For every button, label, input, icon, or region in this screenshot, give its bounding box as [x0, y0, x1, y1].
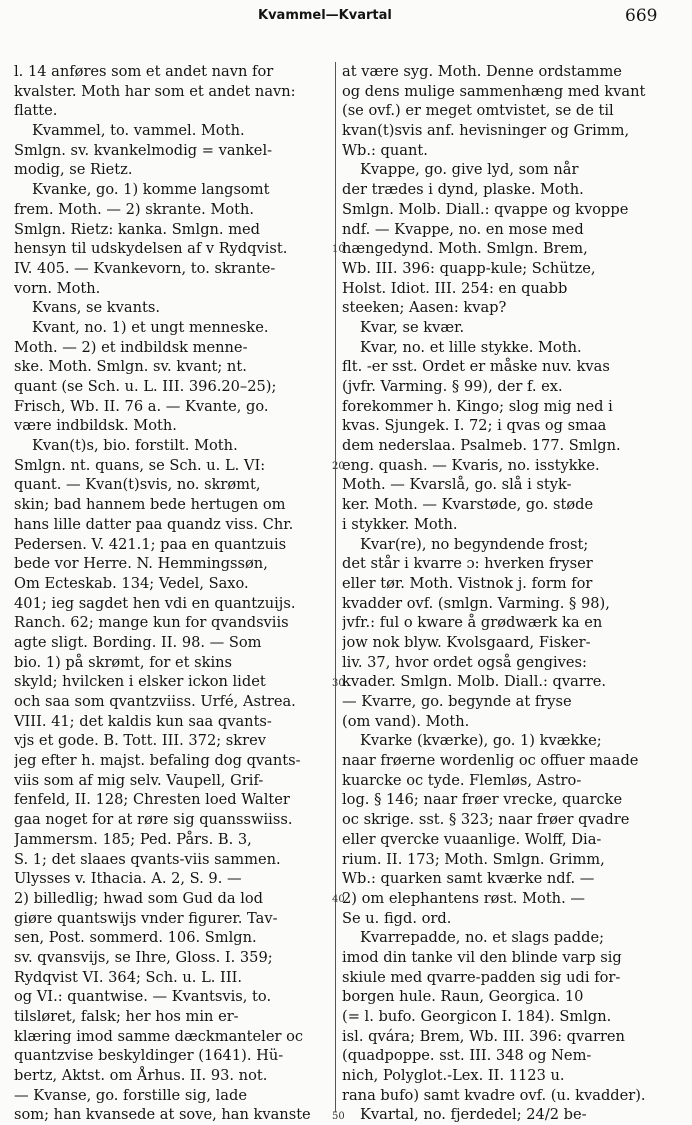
text-line: (se ovf.) er meget omtvistet, se de til — [342, 102, 614, 120]
text-line: skyld; hvilcken i elsker ickon lidet — [14, 673, 266, 691]
column-divider — [335, 62, 336, 1112]
text-line: (quadpoppe. sst. III. 348 og Nem- — [342, 1047, 592, 1065]
text-line: Wb.: quant. — [342, 141, 428, 159]
text-line: vorn. Moth. — [14, 279, 101, 297]
line-number: 50 — [332, 1111, 345, 1123]
text-line: kuarcke oc tyde. Flemløs, Astro- — [342, 771, 582, 789]
text-line: bio. 1) på skrømt, for et skins — [14, 653, 233, 671]
text-line: kvader. Smlgn. Molb. Diall.: qvarre. — [342, 673, 607, 691]
text-line: Se u. figd. ord. — [342, 909, 452, 927]
text-line: og dens mulige sammenhæng med kvant — [342, 82, 646, 100]
text-line: Smlgn. Rietz: kanka. Smlgn. med — [14, 220, 261, 238]
text-line: Kvarrepadde, no. et slags padde; — [360, 929, 605, 947]
running-head: Kvammel—Kvartal — [258, 8, 392, 23]
text-line: Kvar, se kvær. — [360, 318, 465, 336]
text-line: i stykker. Moth. — [342, 515, 458, 533]
text-line: klæring imod samme dæckmanteler oc — [14, 1027, 304, 1045]
text-line: log. § 146; naar frøer vrecke, quarcke — [342, 791, 623, 809]
text-line: modig, se Rietz. — [14, 161, 133, 179]
text-line: Kvans, se kvants. — [32, 299, 160, 317]
text-line: giøre quantswijs vnder figurer. Tav- — [14, 909, 278, 927]
text-line: der trædes i dynd, plaske. Moth. — [342, 181, 584, 199]
text-line: sen, Post. sommerd. 106. Smlgn. — [14, 929, 257, 947]
text-line: forekommer h. Kingo; slog mig ned i — [342, 397, 613, 415]
text-line: borgen hule. Raun, Georgica. 10 — [342, 988, 584, 1006]
text-line: Ranch. 62; mange kun for qvandsviis — [14, 614, 289, 632]
text-line: S. 1; det slaaes qvants-viis sammen. — [14, 850, 281, 868]
text-line: dem nederslaa. Psalmeb. 177. Smlgn. — [342, 437, 621, 455]
text-line: isl. qvára; Brem, Wb. III. 396: qvarren — [342, 1027, 625, 1045]
text-line: imod din tanke vil den blinde varp sig — [342, 948, 622, 966]
text-line: jvfr.: ful o kware å grødwærk ka en — [342, 614, 603, 632]
text-line: Kvant, no. 1) et ungt menneske. — [32, 318, 269, 336]
text-line: — Kvarre, go. begynde at fryse — [342, 693, 572, 710]
text-line: agte sligt. Bording. II. 98. — Som — [14, 633, 262, 651]
text-line: — Kvanse, go. forstille sig, lade — [14, 1086, 247, 1104]
text-line: Smlgn. sv. kvankelmodig = vankel- — [14, 141, 273, 159]
text-line: fenfeld, II. 128; Chresten loed Walter — [14, 791, 290, 809]
text-line: gaa noget for at røre sig quansswiiss. — [14, 811, 293, 829]
page-header — [0, 6, 692, 28]
text-line: IV. 405. — Kvankevorn, to. skrante- — [14, 259, 276, 277]
text-line: Jammersm. 185; Ped. Pårs. B. 3, — [14, 830, 252, 848]
text-line: rana bufo) samt kvadre ovf. (u. kvadder). — [342, 1086, 646, 1104]
page-number: 669 — [625, 6, 658, 26]
text-line: Kvar(re), no begyndende frost; — [360, 535, 589, 553]
text-line: jeg efter h. majst. befaling dog qvants- — [14, 752, 301, 770]
text-line: eller tør. Moth. Vistnok j. form for — [342, 574, 593, 592]
text-line: ske. Moth. Smlgn. sv. kvant; nt. — [14, 358, 247, 376]
text-line: viis som af mig selv. Vaupell, Grif- — [14, 771, 264, 789]
text-line: (= l. bufo. Georgicon I. 184). Smlgn. — [342, 1008, 612, 1025]
text-line: sv. qvansvijs, se Ihre, Gloss. I. 359; — [14, 948, 273, 966]
text-line: quantzvise beskyldinger (1641). Hü- — [14, 1047, 284, 1065]
left-column — [14, 62, 330, 1125]
text-line: naar frøerne wordenlig oc offuer maade — [342, 752, 639, 770]
text-line: liv. 37, hvor ordet også gengives: — [342, 653, 587, 671]
text-line: l. 14 anføres som et andet navn for — [14, 63, 274, 80]
text-line: Pedersen. V. 421.1; paa en quantzuis — [14, 535, 287, 553]
text-line: kvas. Sjungek. I. 72; i qvas og smaa — [342, 417, 607, 435]
text-line: tilsløret, falsk; her hos min er- — [14, 1008, 239, 1025]
text-line: oc skrige. sst. § 323; naar frøer qvadre — [342, 811, 630, 829]
text-line: hængedynd. Moth. Smlgn. Brem, — [342, 240, 588, 258]
text-line: bertz, Aktst. om Århus. II. 93. not. — [14, 1067, 268, 1085]
text-line: Kvammel, to. vammel. Moth. — [32, 122, 245, 140]
text-line: frem. Moth. — 2) skrante. Moth. — [14, 200, 255, 218]
text-line: ker. Moth. — Kvarstøde, go. støde — [342, 496, 594, 514]
text-line: Frisch, Wb. II. 76 a. — Kvante, go. — [14, 397, 269, 415]
text-line: rium. II. 173; Moth. Smlgn. Grimm, — [342, 850, 605, 868]
text-line: Smlgn. Molb. Diall.: qvappe og kvoppe — [342, 200, 629, 218]
text-line: være indbildsk. Moth. — [14, 417, 177, 435]
text-line: Kvanke, go. 1) komme langsomt — [32, 181, 270, 199]
text-line: bede vor Herre. N. Hemmingssøn, — [14, 555, 268, 573]
text-line: quant. — Kvan(t)svis, no. skrømt, — [14, 476, 261, 494]
text-line: at være syg. Moth. Denne ordstamme — [342, 63, 622, 80]
text-line: nich, Polyglot.-Lex. II. 1123 u. — [342, 1067, 565, 1085]
line-number: 40 — [332, 894, 345, 906]
text-line: kvalster. Moth har som et andet navn: — [14, 82, 296, 100]
text-line: Kvar, no. et lille stykke. Moth. — [360, 338, 582, 356]
line-number: 20 — [332, 461, 345, 472]
text-line: som; han kvansede at sove, han kvanste — [14, 1106, 311, 1124]
text-line: quant (se Sch. u. L. III. 396.20–25); — [14, 378, 277, 395]
text-line: skin; bad hannem bede hertugen om — [14, 496, 286, 514]
text-line: eller qvercke vuaanlige. Wolff, Dia- — [342, 830, 602, 848]
text-line: Rydqvist VI. 364; Sch. u. L. III. — [14, 968, 242, 986]
line-number: 10 — [332, 244, 345, 256]
text-line: Moth. — 2) et indbildsk menne- — [14, 338, 248, 356]
text-line: Ulysses v. Ithacia. A. 2, S. 9. — — [14, 870, 242, 888]
text-line: det står i kvarre ɔ: hverken fryser — [342, 555, 593, 573]
text-line: Kvarke (kværke), go. 1) kvække; — [360, 732, 602, 750]
text-line: ndf. — Kvappe, no. en mose med — [342, 220, 584, 238]
text-line: kvan(t)svis anf. hevisninger og Grimm, — [342, 122, 630, 140]
text-line: jow nok blyw. Kvolsgaard, Fisker- — [342, 633, 591, 651]
text-line: (om vand). Moth. — [342, 712, 470, 730]
text-line: hensyn til udskydelsen af v Rydqvist. — [14, 240, 288, 258]
text-line: Wb.: quarken samt kværke ndf. — — [342, 870, 595, 888]
text-line: Om Ecteskab. 134; Vedel, Saxo. — [14, 574, 249, 592]
text-line: 2) billedlig; hwad som Gud da lod — [14, 889, 264, 907]
text-line: 2) om elephantens røst. Moth. — — [342, 889, 585, 907]
text-line: Kvappe, go. give lyd, som når — [360, 161, 579, 179]
text-line: flatte. — [14, 102, 58, 120]
text-line: hans lille datter paa quandz viss. Chr. — [14, 515, 294, 533]
text-line: flt. -er sst. Ordet er måske nuv. kvas — [342, 358, 610, 376]
text-line: och saa som qvantzviiss. Urfé, Astrea. — [14, 693, 296, 710]
right-column — [342, 62, 674, 1125]
text-line: Smlgn. nt. quans, se Sch. u. L. VI: — [14, 456, 266, 474]
text-line: Kvan(t)s, bio. forstilt. Moth. — [32, 437, 238, 455]
text-line: Holst. Idiot. III. 254: en quabb — [342, 279, 568, 297]
text-line: 401; ieg sagdet hen vdi en quantzuijs. — [14, 594, 296, 612]
text-line: Kvartal, no. fjerdedel; 24/2 be- — [360, 1106, 587, 1124]
text-line: Moth. — Kvarslå, go. slå i styk- — [342, 476, 572, 494]
line-number: 30 — [332, 677, 345, 689]
text-line: eng. quash. — Kvaris, no. isstykke. — [342, 456, 600, 474]
text-line: skiule med qvarre-padden sig udi for- — [342, 968, 621, 986]
text-line: (jvfr. Varming. § 99), der f. ex. — [342, 378, 563, 395]
text-line: og VI.: quantwise. — Kvantsvis, to. — [14, 988, 272, 1006]
text-line: Wb. III. 396: quapp-kule; Schütze, — [342, 259, 596, 277]
text-line: steeken; Aasen: kvap? — [342, 299, 507, 317]
text-line: vjs et gode. B. Tott. III. 372; skrev — [14, 732, 266, 750]
text-line: VIII. 41; det kaldis kun saa qvants- — [14, 712, 272, 730]
text-line: kvadder ovf. (smlgn. Varming. § 98), — [342, 594, 610, 612]
